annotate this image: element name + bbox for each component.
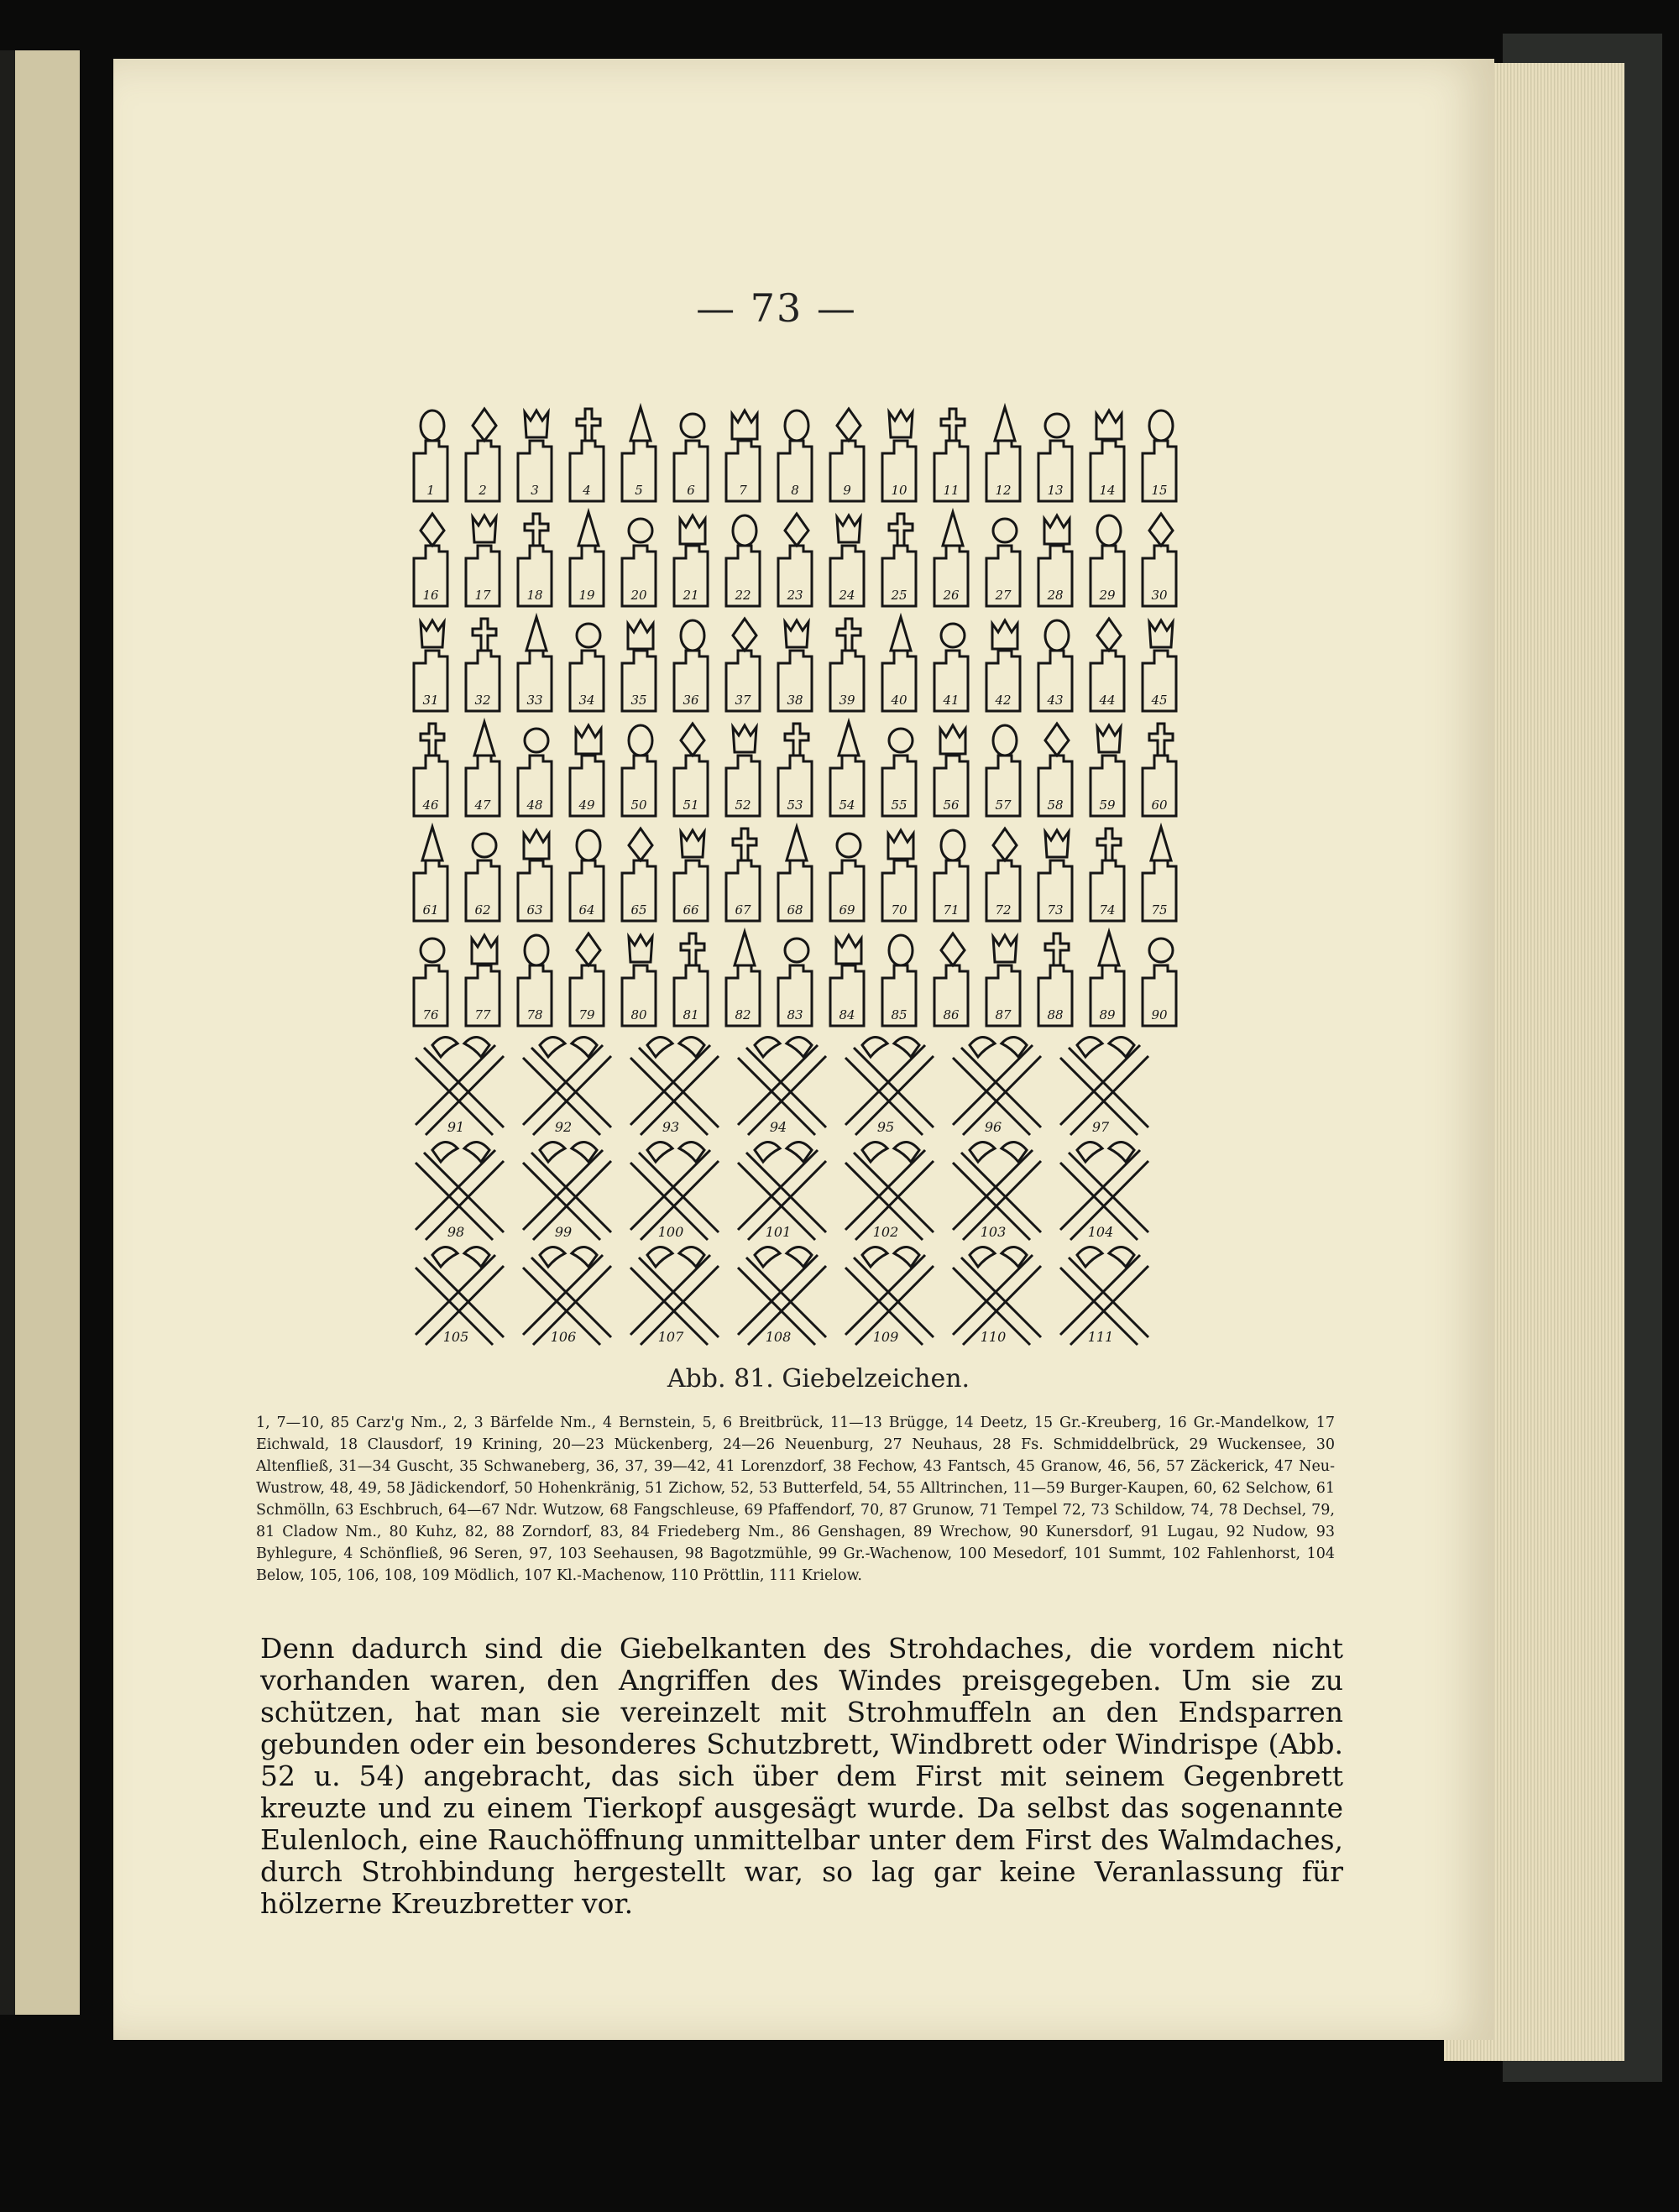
sign-number: 100: [657, 1224, 684, 1240]
sign-number: 29: [1099, 588, 1116, 603]
sign-number: 105: [442, 1329, 469, 1345]
gable-sign-25: [882, 514, 916, 606]
sign-number: 91: [447, 1119, 465, 1135]
sign-number: 37: [735, 693, 751, 708]
sign-number: 68: [787, 902, 803, 918]
crossed-wind-boards-103: [953, 1142, 1041, 1240]
sign-number: 14: [1099, 483, 1116, 498]
gable-sign-40: [882, 617, 916, 711]
figure-legend: 1, 7—10, 85 Carz'g Nm., 2, 3 Bärfelde Nm., 4 Bernstein, 5, 6 Breitbrück, 11—13 Brügge, 14 Deetz, 15 Gr.-Kreuberg, 16 Gr.-Mandelkow, 17 Eichwald, 18 Clausdorf, 19 Krining, 20—23 Mückenberg, 24—26 Neuenburg, 27 Neuhaus, 28 Fs. Schmiddelbrück, 29 Wuckensee, 30 Altenfließ, 31—34 Guscht, 35 Schwaneberg, 36, 37, 39—42, 41 Lorenzdorf, 38 Fechow, 43 Fantsch, 45 Granow, 46, 56, 57 Zäckerick, 47 Neu-Wustrow, 48, 49, 58 Jädickendorf, 50 Hohenkränig, 51 Zichow, 52, 53 Butterfeld, 54, 55 Alltrinchen, 11—59 Burger-Kaupen, 60, 62 Selchow, 61 Schmölln, 63 Eschbruch, 64—67 Ndr. Wutzow, 68 Fangschleuse, 69 Pfaffendorf, 70, 87 Grunow, 71 Tempel 72, 73 Schildow, 74, 78 Dechsel, 79, 81 Cladow Nm., 80 Kuhz, 82, 88 Zorndorf, 83, 84 Friedeberg Nm., 86 Genshagen, 89 Wrechow, 90 Kunersdorf, 91 Lugau, 92 Nudow, 93 Byhlegure, 4 Schönfließ, 96 Seren, 97, 103 Seehausen, 98 Bagotzmühle, 99 Gr.-Wachenow, 100 Mesedorf, 101 Summt, 102 Fahlenhorst, 104 Below, 105, 106, 108, 109 Mödlich, 107 Kl.-Machenow, 110 Pröttlin, 111 Krielow.: [256, 1415, 1335, 1584]
gable-sign-81: [674, 933, 708, 1026]
sign-number: 63: [526, 902, 543, 918]
sign-number: 71: [943, 902, 960, 918]
gable-sign-67: [726, 829, 760, 921]
sign-number: 39: [839, 693, 855, 708]
crossed-wind-boards-95: [845, 1037, 934, 1135]
sign-number: 8: [791, 483, 799, 498]
sign-number: 61: [422, 902, 439, 918]
gable-sign-10: [882, 411, 916, 501]
gable-sign-75: [1143, 827, 1176, 921]
gable-sign-34: [570, 624, 604, 711]
sign-number: 66: [683, 902, 699, 918]
sign-number: 56: [943, 797, 960, 813]
sign-number: 96: [984, 1119, 1002, 1135]
gable-sign-49: [570, 725, 604, 816]
sign-number: 51: [683, 797, 699, 813]
gable-sign-26: [934, 512, 968, 606]
sign-number: 26: [943, 588, 960, 603]
sign-number: 35: [630, 693, 647, 708]
sign-number: 65: [630, 902, 647, 918]
gable-sign-68: [778, 827, 812, 921]
sign-number: 18: [526, 588, 543, 603]
gable-sign-13: [1038, 414, 1072, 501]
crossed-wind-boards-107: [630, 1247, 719, 1345]
gable-sign-20: [622, 519, 656, 606]
gable-sign-66: [674, 830, 708, 921]
sign-number: 90: [1151, 1007, 1168, 1022]
gable-sign-12: [986, 407, 1020, 501]
sign-number: 16: [422, 588, 439, 603]
gable-sign-52: [726, 725, 760, 816]
book-page: [113, 59, 1494, 2040]
gable-sign-79: [570, 933, 604, 1026]
gable-sign-59: [1091, 725, 1124, 816]
gable-sign-54: [830, 722, 864, 816]
sign-number: 55: [891, 797, 907, 813]
gable-sign-43: [1038, 620, 1072, 711]
sign-number: 82: [735, 1007, 751, 1022]
gable-sign-42: [986, 620, 1020, 711]
sign-number: 99: [554, 1224, 573, 1240]
gable-sign-36: [674, 620, 708, 711]
sign-number: 79: [578, 1007, 595, 1022]
gable-sign-38: [778, 620, 812, 711]
sign-number: 31: [422, 693, 439, 708]
crossed-wind-boards-101: [738, 1142, 826, 1240]
gable-sign-9: [830, 409, 864, 501]
gable-sign-3: [518, 411, 552, 501]
sign-number: 47: [474, 797, 491, 813]
gable-sign-84: [830, 935, 864, 1026]
crossed-wind-boards-100: [630, 1142, 719, 1240]
sign-number: 36: [683, 693, 699, 708]
gable-sign-62: [466, 834, 500, 921]
sign-number: 101: [765, 1224, 792, 1240]
gable-sign-77: [466, 935, 500, 1026]
sign-number: 21: [683, 588, 699, 603]
gable-sign-73: [1038, 830, 1072, 921]
sign-number: 104: [1087, 1224, 1114, 1240]
sign-number: 48: [526, 797, 543, 813]
gable-sign-37: [726, 619, 760, 711]
sign-number: 75: [1151, 902, 1168, 918]
gable-sign-48: [518, 729, 552, 816]
gable-sign-29: [1091, 515, 1124, 606]
gable-sign-88: [1038, 933, 1072, 1026]
crossed-wind-boards-109: [845, 1247, 934, 1345]
crossed-wind-boards-94: [738, 1037, 826, 1135]
crossed-wind-boards-102: [845, 1142, 934, 1240]
sign-number: 110: [980, 1329, 1007, 1345]
gable-sign-14: [1091, 411, 1124, 501]
crossed-wind-boards-98: [416, 1142, 504, 1240]
gable-sign-18: [518, 514, 552, 606]
sign-number: 54: [839, 797, 855, 813]
gable-sign-55: [882, 729, 916, 816]
left-page-edge: [0, 50, 80, 2015]
gable-sign-58: [1038, 724, 1072, 816]
gable-sign-4: [570, 409, 604, 501]
sign-number: 107: [657, 1329, 684, 1345]
sign-number: 52: [735, 797, 751, 813]
sign-number: 12: [995, 483, 1012, 498]
gable-sign-63: [518, 830, 552, 921]
sign-number: 97: [1091, 1119, 1110, 1135]
gable-sign-27: [986, 519, 1020, 606]
crossed-wind-boards-104: [1060, 1142, 1148, 1240]
sign-number: 72: [995, 902, 1012, 918]
sign-number: 7: [739, 483, 747, 498]
sign-number: 10: [891, 483, 907, 498]
sign-number: 103: [980, 1224, 1007, 1240]
gable-sign-80: [622, 935, 656, 1026]
sign-number: 67: [735, 902, 751, 918]
sign-number: 11: [943, 483, 960, 498]
sign-number: 76: [422, 1007, 439, 1022]
crossed-wind-boards-106: [523, 1247, 611, 1345]
sign-number: 74: [1099, 902, 1116, 918]
sign-number: 4: [583, 483, 591, 498]
sign-number: 102: [872, 1224, 899, 1240]
gable-sign-41: [934, 624, 968, 711]
sign-number: 2: [479, 483, 487, 498]
gable-sign-21: [674, 515, 708, 606]
gable-sign-45: [1143, 620, 1176, 711]
sign-number: 95: [876, 1119, 895, 1135]
gable-sign-32: [466, 619, 500, 711]
gable-sign-82: [726, 932, 760, 1026]
sign-number: 40: [891, 693, 907, 708]
gable-sign-89: [1091, 932, 1124, 1026]
gable-sign-83: [778, 939, 812, 1026]
gable-sign-11: [934, 409, 968, 501]
gable-sign-15: [1143, 411, 1176, 501]
gable-sign-19: [570, 512, 604, 606]
gable-sign-30: [1143, 514, 1176, 606]
sign-number: 69: [839, 902, 855, 918]
gable-sign-47: [466, 722, 500, 816]
sign-number: 5: [635, 483, 643, 498]
sign-number: 3: [531, 483, 539, 498]
sign-number: 20: [630, 588, 647, 603]
gable-sign-28: [1038, 515, 1072, 606]
sign-number: 83: [787, 1007, 803, 1022]
sign-number: 62: [474, 902, 491, 918]
sign-number: 24: [839, 588, 855, 603]
gable-sign-69: [830, 834, 864, 921]
sign-number: 70: [891, 902, 907, 918]
gable-sign-85: [882, 935, 916, 1026]
sign-number: 57: [995, 797, 1012, 813]
sign-number: 28: [1047, 588, 1064, 603]
sign-number: 108: [765, 1329, 792, 1345]
sign-number: 94: [769, 1119, 787, 1135]
crossed-wind-boards-108: [738, 1247, 826, 1345]
sign-number: 81: [683, 1007, 699, 1022]
sign-number: 64: [578, 902, 595, 918]
sign-number: 22: [735, 588, 751, 603]
crossed-wind-boards-91: [416, 1037, 504, 1135]
gable-sign-39: [830, 619, 864, 711]
sign-number: 106: [550, 1329, 577, 1345]
gable-sign-24: [830, 515, 864, 606]
sign-number: 13: [1047, 483, 1064, 498]
sign-number: 58: [1047, 797, 1064, 813]
gable-sign-72: [986, 829, 1020, 921]
sign-number: 38: [787, 693, 803, 708]
sign-number: 93: [662, 1119, 680, 1135]
sign-number: 111: [1087, 1329, 1114, 1345]
sign-number: 50: [630, 797, 647, 813]
gable-sign-53: [778, 724, 812, 816]
gable-sign-1: [414, 411, 447, 501]
sign-number: 25: [891, 588, 907, 603]
gable-sign-60: [1143, 724, 1176, 816]
gable-sign-22: [726, 515, 760, 606]
gable-sign-16: [414, 514, 447, 606]
gable-sign-23: [778, 514, 812, 606]
sign-number: 46: [422, 797, 439, 813]
gable-sign-64: [570, 830, 604, 921]
sign-number: 33: [526, 693, 543, 708]
crossed-wind-boards-99: [523, 1142, 611, 1240]
gable-sign-2: [466, 409, 500, 501]
gable-sign-86: [934, 933, 968, 1026]
crossed-wind-boards-96: [953, 1037, 1041, 1135]
crossed-wind-boards-105: [416, 1247, 504, 1345]
body-paragraph: Denn dadurch sind die Giebelkanten des Strohdaches, die vordem nicht vorhanden waren, den Angriffen des Windes preisgegeben. Um sie zu schützen, hat man sie vereinzelt mit Strohmuffeln an den Endsparren gebunden oder ein besonderes Schutzbrett, Windbrett oder Windrispe (Abb. 52 u. 54) angebracht, das sich über dem First mit seinem Gegenbrett kreuzte und zu einem Tierkopf ausgesägt wurde. Da selbst das sogenannte Eulenloch, eine Rauchöffnung unmittelbar unter dem First des Walmdaches, durch Strohbindung hergestellt war, so lag gar keine Veranlassung für hölzerne Kreuzbretter vor.: [260, 1632, 1343, 1920]
sign-number: 6: [687, 483, 695, 498]
sign-number: 77: [474, 1007, 491, 1022]
sign-number: 80: [630, 1007, 647, 1022]
sign-number: 27: [995, 588, 1012, 603]
gable-sign-35: [622, 620, 656, 711]
sign-number: 109: [872, 1329, 899, 1345]
gable-sign-6: [674, 414, 708, 501]
gable-sign-44: [1091, 619, 1124, 711]
sign-number: 17: [474, 588, 491, 603]
sign-number: 88: [1047, 1007, 1064, 1022]
gable-sign-90: [1143, 939, 1176, 1026]
gable-sign-57: [986, 725, 1020, 816]
crossed-wind-boards-93: [630, 1037, 719, 1135]
sign-number: 53: [787, 797, 803, 813]
gable-sign-8: [778, 411, 812, 501]
figure-caption: Abb. 81. Giebelzeichen.: [667, 1364, 970, 1394]
gable-sign-7: [726, 411, 760, 501]
gable-signs-figure: [399, 395, 1205, 1360]
sign-number: 41: [943, 693, 960, 708]
sign-number: 86: [943, 1007, 960, 1022]
gable-sign-71: [934, 830, 968, 921]
book-spine: [0, 50, 15, 2015]
sign-number: 34: [578, 693, 595, 708]
sign-number: 9: [843, 483, 851, 498]
gable-sign-33: [518, 617, 552, 711]
sign-number: 87: [995, 1007, 1012, 1022]
gable-sign-56: [934, 725, 968, 816]
sign-number: 23: [787, 588, 803, 603]
sign-number: 89: [1099, 1007, 1116, 1022]
gable-sign-51: [674, 724, 708, 816]
sign-number: 15: [1151, 483, 1168, 498]
gable-sign-65: [622, 829, 656, 921]
crossed-wind-boards-110: [953, 1247, 1041, 1345]
gable-sign-78: [518, 935, 552, 1026]
gable-sign-46: [414, 724, 447, 816]
sign-number: 43: [1047, 693, 1064, 708]
sign-number: 45: [1151, 693, 1168, 708]
gable-sign-87: [986, 935, 1020, 1026]
sign-number: 49: [578, 797, 595, 813]
sign-number: 60: [1151, 797, 1168, 813]
sign-number: 19: [578, 588, 595, 603]
gable-sign-31: [414, 620, 447, 711]
page-number: — 73 —: [696, 285, 857, 331]
gable-sign-61: [414, 827, 447, 921]
gable-sign-5: [622, 407, 656, 501]
gable-sign-50: [622, 725, 656, 816]
sign-number: 30: [1151, 588, 1168, 603]
sign-number: 73: [1047, 902, 1064, 918]
gable-sign-76: [414, 939, 447, 1026]
sign-number: 42: [995, 693, 1012, 708]
gable-sign-70: [882, 830, 916, 921]
sign-number: 84: [839, 1007, 855, 1022]
sign-number: 44: [1099, 693, 1116, 708]
gable-sign-17: [466, 515, 500, 606]
crossed-wind-boards-97: [1060, 1037, 1148, 1135]
sign-number: 32: [474, 693, 491, 708]
crossed-wind-boards-111: [1060, 1247, 1148, 1345]
sign-number: 98: [447, 1224, 465, 1240]
sign-number: 92: [554, 1119, 573, 1135]
crossed-wind-boards-92: [523, 1037, 611, 1135]
sign-number: 85: [891, 1007, 907, 1022]
gable-sign-74: [1091, 829, 1124, 921]
sign-number: 59: [1099, 797, 1116, 813]
sign-number: 1: [426, 483, 435, 498]
sign-number: 78: [526, 1007, 543, 1022]
